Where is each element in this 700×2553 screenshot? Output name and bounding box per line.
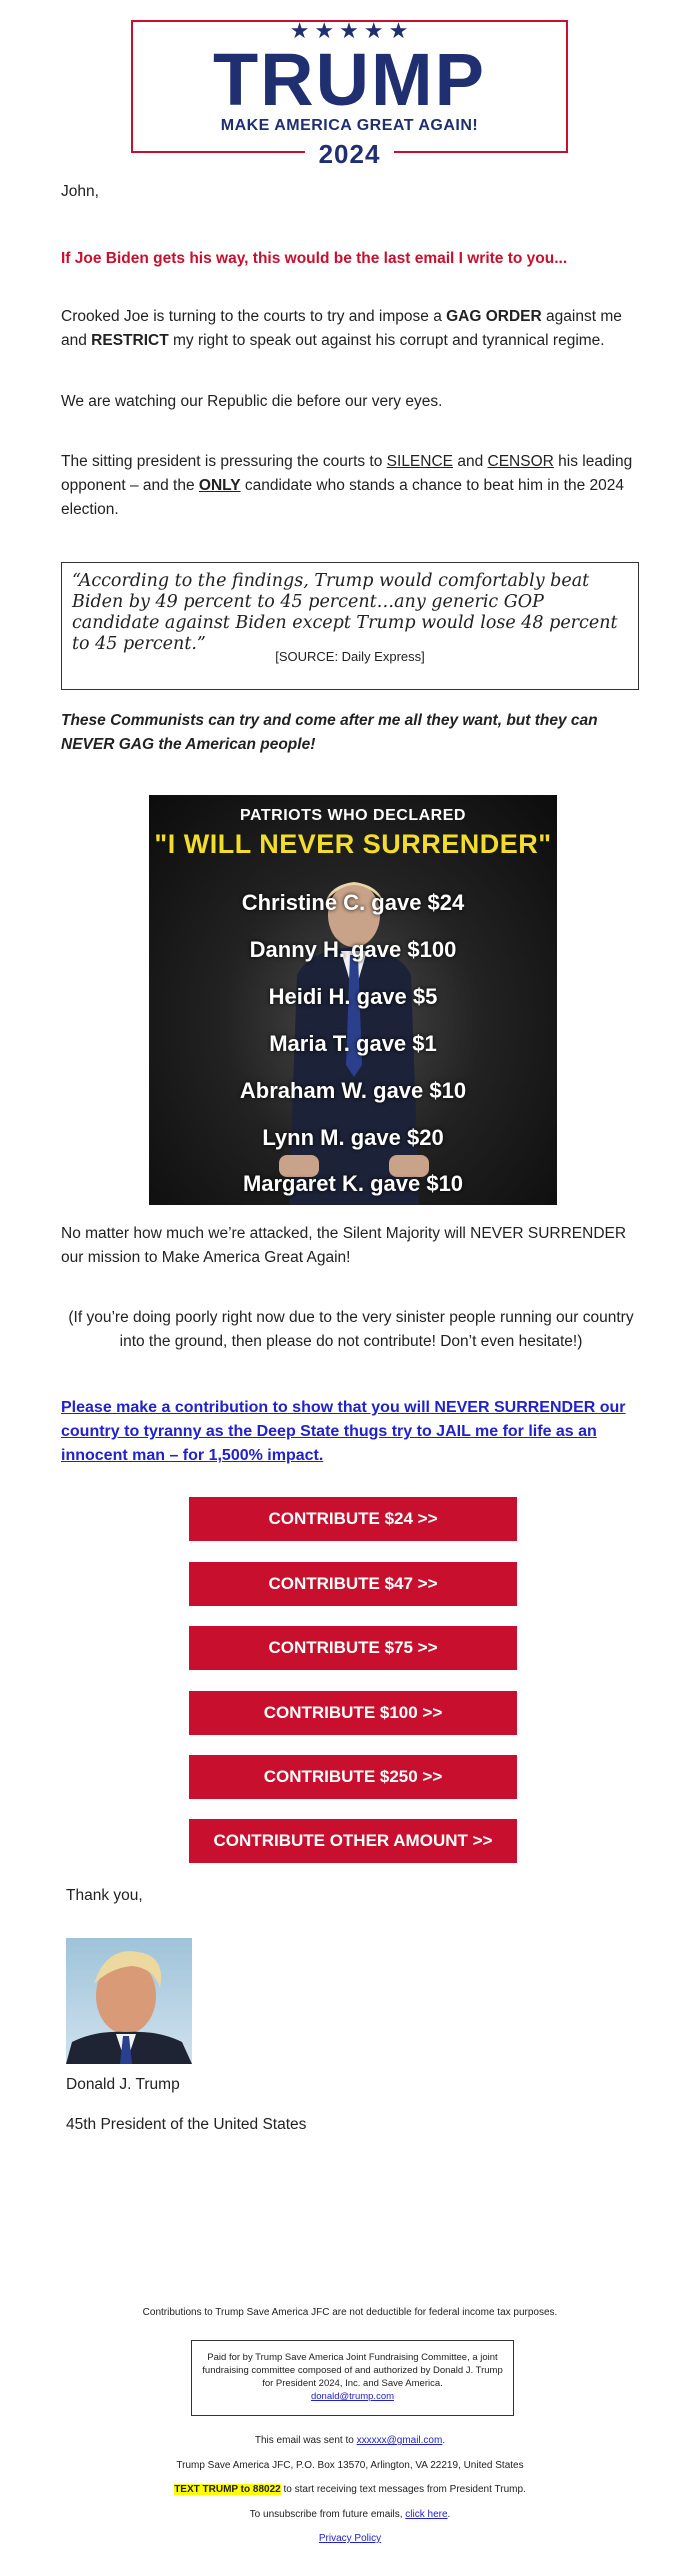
unsubscribe-line	[90, 2508, 610, 2522]
paid-for-box	[191, 2340, 514, 2416]
quote-text: “According to the findings, Trump would comfortably beat Biden by 49 percent to 45 percent…any generic GOP candidate against Biden except Trump would lose 48 percent to 45 percent.”	[72, 571, 618, 654]
text-trump-line	[90, 2483, 610, 2497]
unsubscribe-link[interactable]: click here	[405, 2509, 448, 2520]
paragraph-gag-order	[61, 305, 641, 353]
unsubscribe-suffix: .	[447, 2509, 451, 2520]
p3-censor: CENSOR	[487, 453, 554, 470]
contribution-link[interactable]: Please make a contribution to show that you will NEVER SURRENDER our country to tyranny as the Deep State thugs try to JAIL me for life as an innocent man – for 1,500% impact.	[61, 1399, 626, 1464]
p1-text-c: against me and	[61, 308, 622, 349]
p1-bold-gag-order: GAG ORDER	[446, 308, 542, 325]
donor-item-2: Danny H. gave $100	[249, 937, 457, 962]
tax-note: Contributions to Trump Save America JFC are not deductible for federal income tax purposes.	[142, 2307, 558, 2318]
never-surrender-donor-image[interactable]	[149, 795, 557, 1205]
text-trump-highlight: TEXT TRUMP to 88022	[174, 2484, 281, 2495]
p3-text-g: candidate who stands a chance to beat him in the 2024 election.	[61, 477, 625, 518]
contribute-24-button[interactable]: CONTRIBUTE $24 >>	[189, 1497, 517, 1541]
logo-year: 2024	[305, 140, 395, 168]
paragraph-pressuring	[61, 450, 641, 522]
paragraph-silent-majority: No matter how much we’re attacked, the Silent Majority will NEVER SURRENDER our mission to Make America Great Again!	[61, 1225, 627, 1266]
contact-email-link[interactable]: donald@trump.com	[310, 2391, 395, 2402]
donor-item-3: Heidi H. gave $5	[268, 984, 438, 1009]
p3-text-c: and	[453, 453, 488, 470]
donor-heading-1: PATRIOTS WHO DECLARED	[240, 807, 466, 824]
sent-to-prefix: This email was sent to	[254, 2435, 357, 2446]
text-trump-rest: to start receiving text messages from President Trump.	[280, 2484, 526, 2495]
contribute-47-button[interactable]: CONTRIBUTE $47 >>	[189, 1562, 517, 1606]
paid-for-text	[200, 2351, 505, 2403]
quote-source: [SOURCE: Daily Express]	[275, 649, 425, 664]
donor-item-7: Margaret K. gave $10	[242, 1171, 464, 1196]
thank-you: Thank you,	[66, 1887, 143, 1904]
signature-title: 45th President of the United States	[66, 2116, 307, 2133]
portrait-graphic	[66, 1938, 192, 2064]
recipient-email-link[interactable]: xxxxxx@gmail.com	[356, 2435, 443, 2446]
privacy-policy-link[interactable]: Privacy Policy	[318, 2533, 382, 2544]
p1-text-e: my right to speak out against his corrupt and tyrannical regime.	[168, 332, 605, 349]
contribute-100-button[interactable]: CONTRIBUTE $100 >>	[189, 1691, 517, 1735]
signature-name: Donald J. Trump	[66, 2076, 180, 2093]
p3-only: ONLY	[198, 477, 241, 494]
donor-item-1: Christine C. gave $24	[241, 890, 465, 915]
logo-title: TRUMP	[212, 38, 487, 121]
sent-to-suffix: .	[442, 2435, 446, 2446]
greeting: John,	[61, 183, 99, 200]
sent-to-line	[90, 2434, 610, 2448]
paid-for-statement: Paid for by Trump Save America Joint Fundraising Committee, a joint fundraising committee composed of and authorized by Donald J. Trump for President 2024, Inc. and Save America.	[202, 2352, 503, 2389]
contribute-75-button[interactable]: CONTRIBUTE $75 >>	[189, 1626, 517, 1670]
donor-heading-2: "I WILL NEVER SURRENDER"	[154, 829, 552, 859]
trump-portrait	[66, 1938, 192, 2064]
p3-silence: SILENCE	[386, 453, 454, 470]
contribute-other-amount-button[interactable]: CONTRIBUTE OTHER AMOUNT >>	[189, 1819, 517, 1863]
headline: If Joe Biden gets his way, this would be the last email I write to you...	[61, 250, 568, 267]
quote-box	[61, 562, 639, 690]
paragraph-republic: We are watching our Republic die before our very eyes.	[61, 393, 443, 410]
paragraph-disclaimer: (If you’re doing poorly right now due to the very sinister people running our country into the ground, then please do not contribute! Don’t even hesitate!)	[68, 1309, 634, 1350]
donor-item-6: Lynn M. gave $20	[262, 1125, 444, 1150]
mailing-address: Trump Save America JFC, P.O. Box 13570, Arlington, VA 22219, United States	[176, 2460, 524, 2471]
logo-stars: ★★★★★	[289, 18, 414, 43]
p1-bold-restrict: RESTRICT	[91, 332, 169, 349]
privacy-policy-line	[90, 2532, 610, 2546]
donor-item-5: Abraham W. gave $10	[239, 1078, 467, 1103]
p3-text-e: his leading opponent – and the	[61, 453, 633, 494]
trump-2024-logo	[131, 18, 572, 169]
donor-item-4: Maria T. gave $1	[269, 1031, 437, 1056]
logo-tagline: MAKE AMERICA GREAT AGAIN!	[220, 117, 479, 134]
p3-text-a: The sitting president is pressuring the courts to	[61, 453, 387, 470]
p1-text-a: Crooked Joe is turning to the courts to try and impose a	[61, 308, 447, 325]
unsubscribe-prefix: To unsubscribe from future emails,	[249, 2509, 406, 2520]
contribute-250-button[interactable]: CONTRIBUTE $250 >>	[189, 1755, 517, 1799]
paragraph-communists: These Communists can try and come after me all they want, but they can NEVER GAG the American people!	[61, 712, 598, 753]
